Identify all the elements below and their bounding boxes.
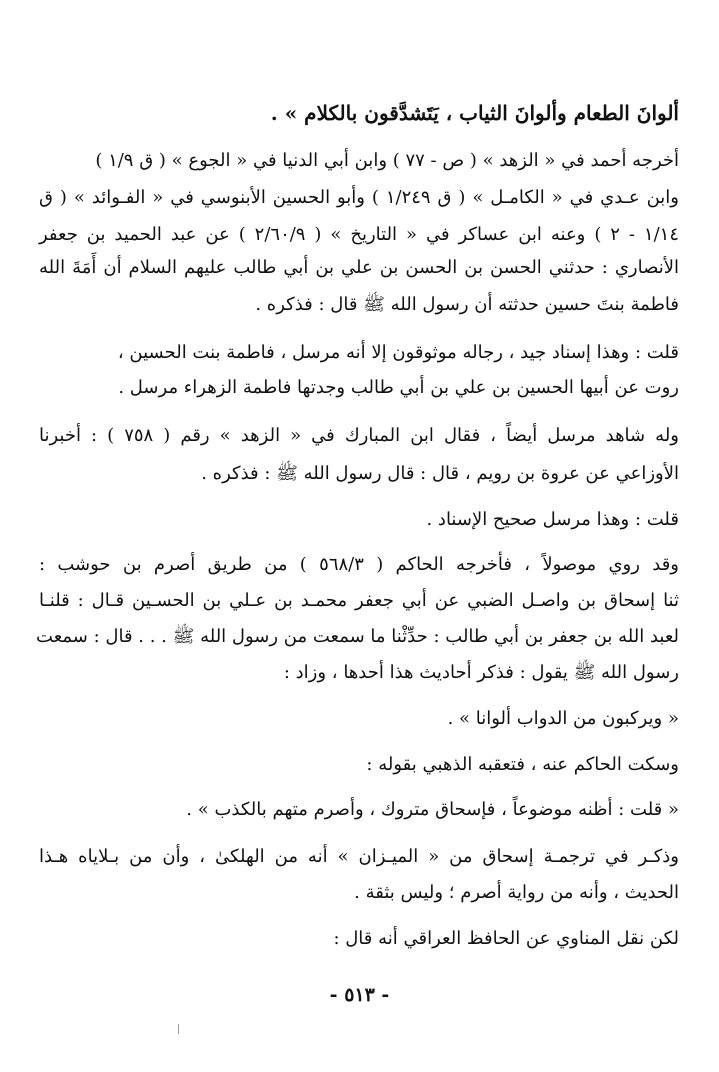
text-line-3: ١/١٤ - ٢ ) وعنه ابن عساكر في « التاريخ » ( ٢/٦٠/٩ ) عن عبد الحميد بن جعفر (39, 224, 679, 245)
text-line-10: قلت : وهذا مرسل صحيح الإسناد . (426, 509, 679, 530)
text-line-13: لعبد الله بن جعفر بن أبي طالب : حدِّثْنا ما سمعت من رسول الله ﷺ . . . قال : سمعت (36, 626, 679, 647)
text-line-17: « قلت : أظنه موضوعاً ، فإسحاق متروك ، وأصرم متهم بالكذب » . (186, 799, 679, 820)
scan-mark (178, 1024, 179, 1034)
text-line-8: وله شاهد مرسل أيضاً ، فقال ابن المبارك في « الزهد » رقم ( ٧٥٨ ) : أخبرنا (39, 425, 679, 446)
text-line-9: الأوزاعي عن عروة بن رويم ، قال : قال رسول الله ﷺ : فذكره . (201, 463, 679, 484)
text-line-11: وقد روي موصولاً ، فأخرجه الحاكم ( ٥٦٨/٣ ) من طريق أصرم بن حوشب : (39, 554, 679, 575)
text-line-2: وابن عـدي في « الكامـل » ( ق ١/٢٤٩ ) وأبو الحسين الأبنوسي في « الفـوائد » ( ق (39, 187, 680, 208)
text-line-15: « ويركبون من الدواب ألوانا » . (447, 708, 679, 729)
page-number: - ٥١٣ - (329, 984, 390, 1006)
heading-line: ألوانَ الطعام وألوانَ الثياب ، يَتَشدَّقون بالكلام » . (270, 101, 679, 125)
text-line-18: وذكـر في ترجمـة إسحاق من « الميـزان » أنه من الهلكىٰ ، وأن من بـلاياه هـذا (39, 846, 679, 867)
text-line-12: ثنا إسحاق بن واصـل الضبي عن أبي جعفر محمـد بن عـلي بن الحسـين قـال : قلنـا (39, 590, 679, 611)
text-line-20: لكن نقل المناوي عن الحافظ العراقي أنه قال : (333, 928, 679, 949)
text-line-16: وسكت الحاكم عنه ، فتعقبه الذهبي بقوله : (366, 754, 679, 775)
text-line-7: روت عن أبيها الحسين بن علي بن أبي طالب وجدتها فاطمة الزهراء مرسل . (118, 377, 679, 398)
text-line-5: فاطمة بنتَ حسين حدثته أن رسول الله ﷺ قال : فذكره . (255, 294, 679, 315)
text-line-4: الأنصاري : حدثني الحسن بن الحسن بن علي بن أبي طالب عليهم السلام أن أَمَةَ الله (39, 257, 679, 278)
text-line-6: قلت : وهذا إسناد جيد ، رجاله موثوقون إلا أنه مرسل ، فاطمة بنت الحسين ، (117, 342, 679, 363)
text-line-1: أخرجه أحمد في « الزهد » ( ص - ٧٧ ) وابن أبي الدنيا في « الجوع » ( ق ١/٩ ) (95, 150, 679, 171)
text-line-14: رسول الله ﷺ يقول : فذكر أحاديث هذا أحدها ، وزاد : (283, 662, 679, 683)
text-line-19: الحديث ، وأنه من رواية أصرم ؛ وليس بثقة . (354, 882, 679, 903)
